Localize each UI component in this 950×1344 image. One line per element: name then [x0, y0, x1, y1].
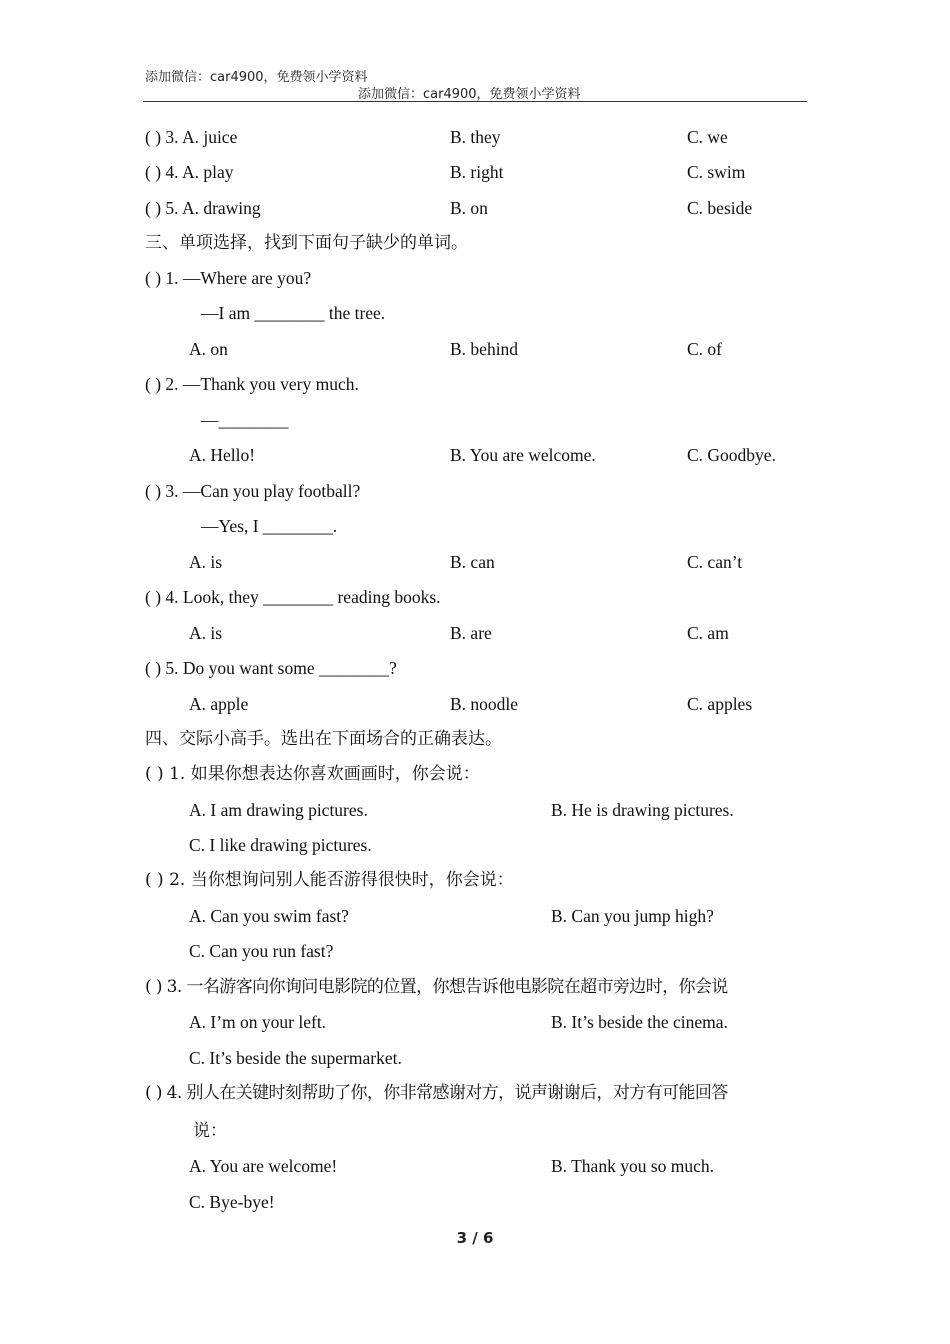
option-a: A. on	[189, 339, 228, 359]
option-b: B. noodle	[450, 694, 519, 714]
question-stem: ( ) 4. A. play	[145, 162, 234, 182]
option-c: C. apples	[687, 694, 753, 714]
option-b: B. are	[450, 623, 492, 643]
option-c: C. Goodbye.	[687, 445, 776, 465]
option-c: C. of	[687, 339, 722, 359]
option-c: C. beside	[687, 198, 753, 218]
question-stem: ( ) 3. —Can you play football?	[145, 481, 361, 501]
option-b: B. behind	[450, 339, 519, 359]
question-stem-continued: 说：	[193, 1121, 227, 1141]
option-a: A. Can you swim fast?	[189, 906, 349, 926]
option-c: C. It’s beside the supermarket.	[189, 1048, 402, 1068]
option-c: C. I like drawing pictures.	[189, 835, 372, 855]
option-b: B. on	[450, 198, 488, 218]
question-stem: ( ) 3. 一名游客向你询问电影院的位置，你想告诉他电影院在超市旁边时，你会说	[145, 977, 728, 997]
question-stem: ( ) 1. 如果你想表达你喜欢画画时，你会说：	[145, 764, 480, 784]
option-a: A. is	[189, 552, 223, 572]
option-b: B. Thank you so much.	[551, 1156, 715, 1176]
option-b: B. right	[450, 162, 504, 182]
option-b: B. It’s beside the cinema.	[551, 1012, 728, 1032]
option-b: B. You are welcome.	[450, 445, 596, 465]
question-stem: ( ) 1. —Where are you?	[145, 268, 312, 288]
option-a: A. I’m on your left.	[189, 1012, 327, 1032]
question-stem: ( ) 3. A. juice	[145, 127, 238, 147]
section3-title: 三、单项选择，找到下面句子缺少的单词。	[145, 233, 468, 253]
dialogue-line: —Yes, I ________.	[201, 516, 338, 536]
option-a: A. I am drawing pictures.	[189, 800, 368, 820]
dialogue-line: —________	[201, 410, 289, 430]
dialogue-line: —I am ________ the tree.	[201, 303, 386, 323]
question-stem: ( ) 5. A. drawing	[145, 198, 261, 218]
question-stem: ( ) 4. Look, they ________ reading books.	[145, 587, 441, 607]
option-b: B. He is drawing pictures.	[551, 800, 734, 820]
option-b: B. they	[450, 127, 501, 147]
option-c: C. swim	[687, 162, 746, 182]
question-stem: ( ) 4. 别人在关键时刻帮助了你，你非常感谢对方，说声谢谢后，对方有可能回答	[145, 1083, 728, 1103]
page-number: 3 / 6	[456, 1229, 494, 1247]
option-a: A. is	[189, 623, 223, 643]
option-c: C. can’t	[687, 552, 743, 572]
option-c: C. Can you run fast?	[189, 941, 334, 961]
option-a: A. apple	[189, 694, 249, 714]
section4-title: 四、交际小高手。选出在下面场合的正确表达。	[145, 729, 502, 749]
option-a: A. You are welcome!	[189, 1156, 338, 1176]
option-c: C. am	[687, 623, 729, 643]
watermark-second: 添加微信：car4900，免费领小学资料	[358, 87, 581, 102]
option-c: C. we	[687, 127, 728, 147]
question-stem: ( ) 2. —Thank you very much.	[145, 374, 359, 394]
option-b: B. Can you jump high?	[551, 906, 714, 926]
watermark-top: 添加微信：car4900，免费领小学资料	[145, 70, 368, 85]
option-a: A. Hello!	[189, 445, 256, 465]
option-c: C. Bye-bye!	[189, 1192, 275, 1212]
option-b: B. can	[450, 552, 495, 572]
question-stem: ( ) 5. Do you want some ________?	[145, 658, 397, 678]
question-stem: ( ) 2. 当你想询问别人能否游得很快时，你会说：	[145, 870, 514, 890]
header-divider	[143, 101, 807, 102]
